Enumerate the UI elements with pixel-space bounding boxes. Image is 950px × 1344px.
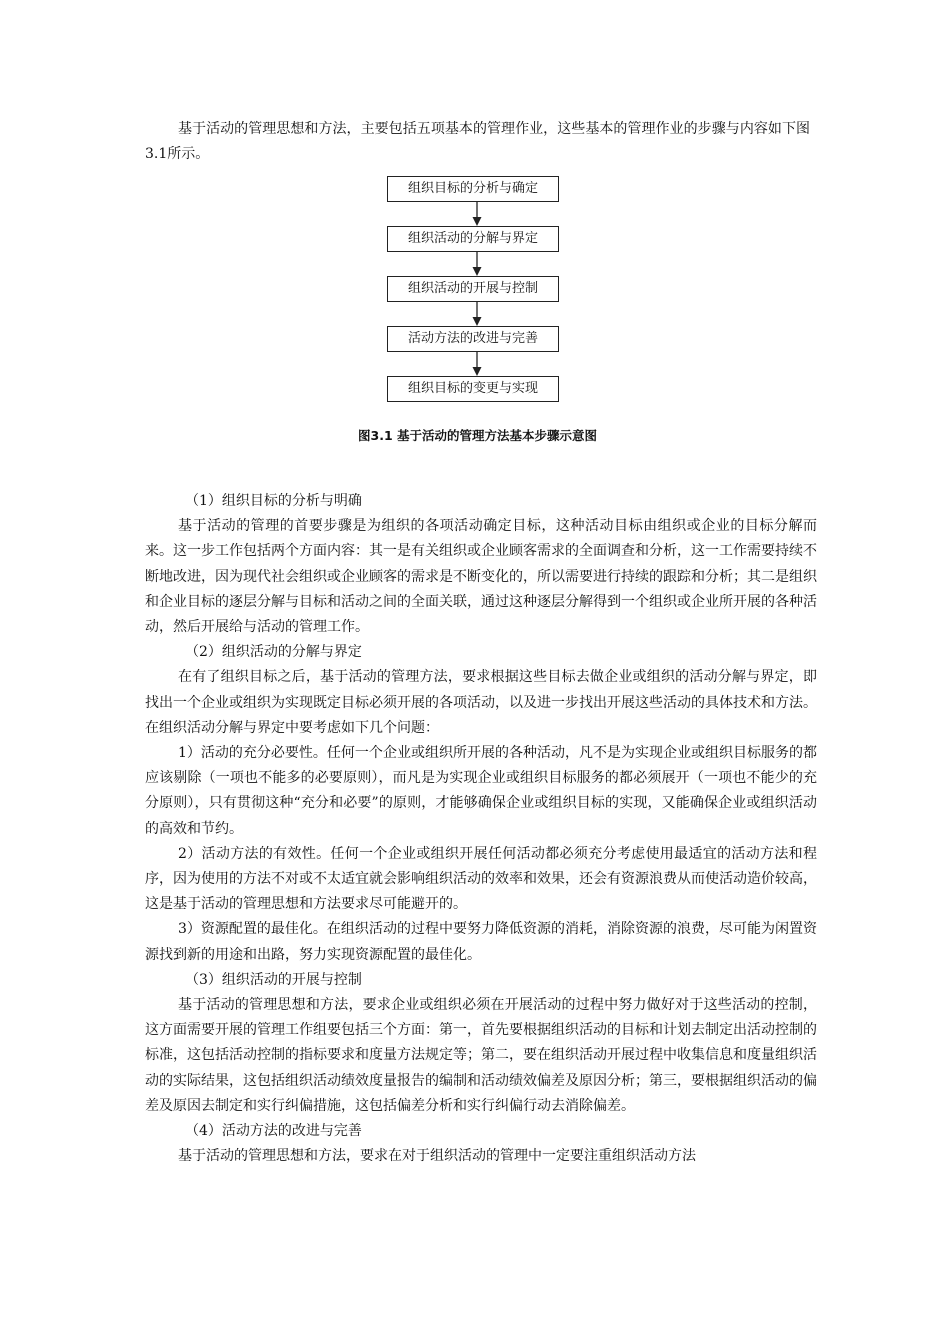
section-1-paragraph: 基于活动的管理的首要步骤是为组织的各项活动确定目标，这种活动目标由组织或企业的目标分解而来。这一步工作包括两个方面内容：其一是有关组织或企业顾客需求的全面调查和分析，这一工作需要持续不断地改进，因为现代社会组织或企业顾客的需求是不断变化的，所以需要进行持续的跟踪和分析；其二是组织和企业目标的逐层分解与目标和活动之间的全面关联，通过这种逐层分解得到一个组织或企业所开展的各种活动，然后开展给与活动的管理工作。 bbox=[145, 518, 817, 636]
section-heading-2: （2）组织活动的分解与界定 bbox=[185, 644, 362, 661]
down-arrow-icon bbox=[471, 252, 483, 276]
down-arrow-icon bbox=[471, 302, 483, 326]
flow-step-2: 组织活动的分解与界定 bbox=[387, 226, 559, 252]
section-heading-3: （3）组织活动的开展与控制 bbox=[185, 971, 362, 988]
figure-caption: 图3.1 基于活动的管理方法基本步骤示意图 bbox=[358, 428, 597, 443]
section-heading-1: （1）组织目标的分析与明确 bbox=[185, 493, 362, 509]
intro-paragraph: 基于活动的管理思想和方法，主要包括五项基本的管理作业，这些基本的管理作业的步骤与内容如下图3.1所示。 bbox=[145, 121, 810, 162]
section-heading-4: （4）活动方法的改进与完善 bbox=[185, 1123, 362, 1140]
down-arrow-icon bbox=[471, 352, 483, 376]
section-4-paragraph: 基于活动的管理思想和方法，要求在对于组织活动的管理中一定要注重组织活动方法 bbox=[178, 1148, 696, 1165]
section-2-item-3: 3）资源配置的最佳化。在组织活动的过程中要努力降低资源的消耗，消除资源的浪费，尽可能为闲置资源找到新的用途和出路，努力实现资源配置的最佳化。 bbox=[145, 921, 817, 963]
section-2-item-1: 1）活动的充分必要性。任何一个企业或组织所开展的各种活动，凡不是为实现企业或组织目标服务的都应该剔除（一项也不能多的必要原则），而凡是为实现企业或组织目标服务的都必须展开（一项也不能少的充分原则），只有贯彻这种“充分和必要”的原则，才能够确保企业或组织目标的实现，又能确保企业或组织活动的高效和节约。 bbox=[145, 745, 817, 837]
section-3-paragraph: 基于活动的管理思想和方法，要求企业或组织必须在开展活动的过程中努力做好对于这些活动的控制，这方面需要开展的管理工作组要包括三个方面：第一，首先要根据组织活动的目标和计划去制定出活动控制的标准，这包括活动控制的指标要求和度量方法规定等；第二，要在组织活动开展过程中收集信息和度量组织活动的实际结果，这包括组织活动绩效度量报告的编制和活动绩效偏差及原因分析；第三，要根据组织活动的偏差及原因去制定和实行纠偏措施，这包括偏差分析和实行纠偏行动去消除偏差。 bbox=[145, 997, 817, 1114]
flow-step-5: 组织目标的变更与实现 bbox=[387, 376, 559, 402]
down-arrow-icon bbox=[471, 202, 483, 226]
flow-step-4: 活动方法的改进与完善 bbox=[387, 326, 559, 352]
section-2-paragraph: 在有了组织目标之后，基于活动的管理方法，要求根据这些目标去做企业或组织的活动分解与界定，即找出一个企业或组织为实现既定目标必须开展的各项活动，以及进一步找出开展这些活动的具体技术和方法。在组织活动分解与界定中要考虑如下几个问题： bbox=[145, 669, 817, 736]
body-text bbox=[145, 489, 817, 1169]
section-2-item-2: 2）活动方法的有效性。任何一个企业或组织开展任何活动都必须充分考虑使用最适宜的活动方法和程序，因为使用的方法不对或不太适宜就会影响组织活动的效率和效果，还会有资源浪费从而使活动造价较高，这是基于活动的管理思想和方法要求尽可能避开的。 bbox=[145, 845, 817, 913]
flow-step-3: 组织活动的开展与控制 bbox=[387, 276, 559, 302]
flow-step-1: 组织目标的分析与确定 bbox=[387, 176, 559, 202]
